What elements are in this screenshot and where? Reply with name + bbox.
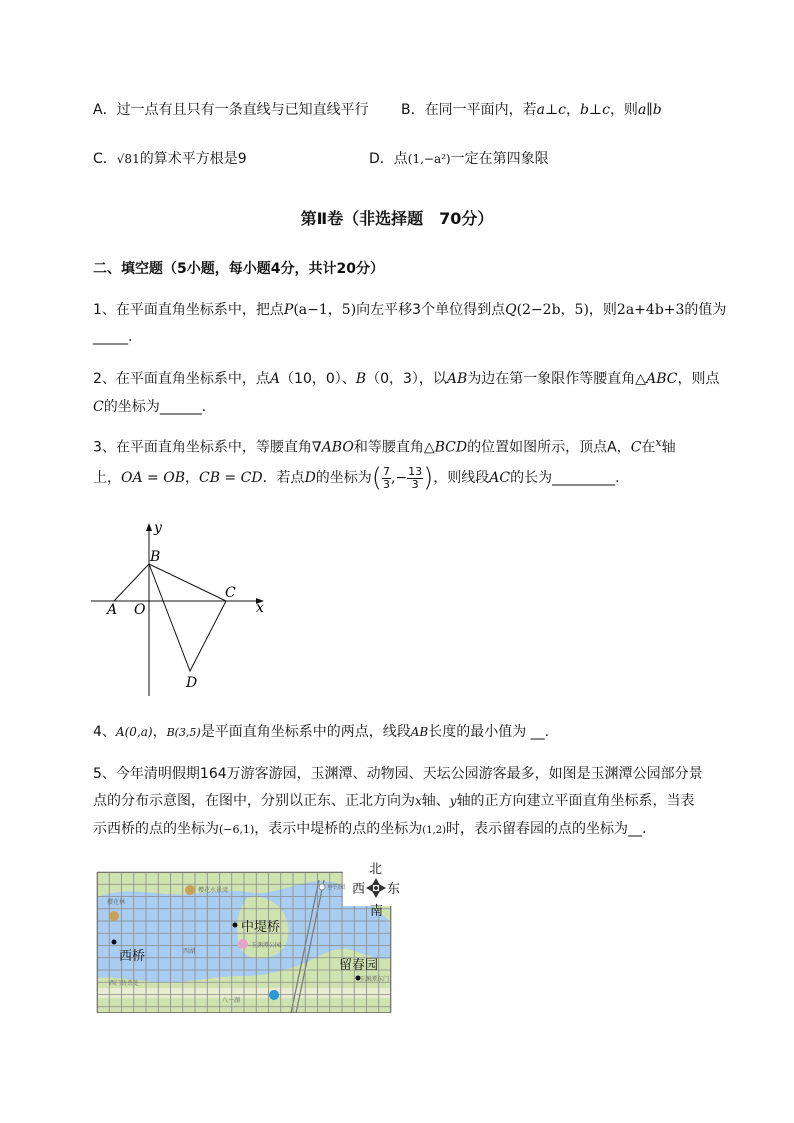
choice-c-sqrt: √81: [116, 152, 140, 166]
q3-text-d: 在: [641, 439, 656, 456]
q1-text-c: ，则: [588, 302, 617, 318]
q5-text-line3-c: 时，表示留春园的点的坐标为__.: [446, 821, 647, 837]
q3-text-line2-e: 的长为_________.: [510, 470, 620, 486]
q4-prefix: 4、: [93, 724, 116, 740]
label-o: O: [134, 602, 146, 618]
q1-text-b: 向左平移3个单位得到点: [356, 302, 506, 318]
q4-point-a: A(0,a): [115, 725, 153, 739]
q1-text-a: 1、在平面直角坐标系中，把点: [93, 302, 284, 318]
map-label-small-5: 西门售票处: [109, 980, 140, 987]
q2-text-b: 为边在第一象限作等腰直角△: [467, 371, 647, 387]
map-label-small-7: 八一湖: [222, 997, 241, 1004]
compass-box: [343, 858, 393, 906]
q5-text-line3-a: 示西桥的点的坐标为: [93, 821, 219, 837]
label-zhongdiqiao: 中堤桥: [241, 920, 281, 935]
label-x: x: [256, 600, 264, 616]
q3-x-axis: x: [655, 436, 662, 449]
choice-a-text: A．过一点有且只有一条直线与已知直线平行: [93, 102, 369, 118]
q3-triangle-abo: ∇ABO: [311, 439, 354, 456]
compass-west: 西: [352, 882, 366, 897]
q3-line1: [93, 436, 676, 457]
q5-text-line3-b: ，表示中堤桥的点的坐标为: [254, 821, 423, 837]
q3-text-line2-d: ，则线段: [433, 470, 490, 486]
section-header: 二、填空题（5小题，每小题4分，共计20分）: [93, 261, 384, 277]
q3-point-c: C: [630, 439, 642, 456]
q4-point-b: B(3,5): [166, 726, 201, 739]
choice-b-result: a∥b: [637, 102, 662, 118]
q5-text-line2-b: 轴、: [421, 793, 450, 809]
q3-eq1: OA = OB: [121, 470, 185, 486]
compass-east: 东: [387, 882, 401, 897]
label-xiqiao: 西桥: [119, 949, 146, 964]
q2-point-b: B: [355, 371, 367, 387]
q4-text-b: 长度的最小值为 __.: [428, 724, 550, 740]
q1-point-p: P: [283, 302, 294, 318]
q3-comma: ,−: [390, 470, 408, 486]
q5-y-axis: y: [449, 794, 457, 808]
compass-north: 北: [369, 862, 383, 877]
q1-q-coords: (2−2b，5): [516, 302, 589, 318]
label-a: A: [107, 602, 118, 618]
q3-text-a: 3、在平面直角坐标系中，等腰直角: [93, 439, 312, 456]
q2-point-a: A: [269, 371, 281, 387]
label-liuchunyuan: 留春园: [339, 958, 379, 973]
map-label-small-3: 玉渊潭公园: [251, 942, 282, 949]
segment-bd-dc: [149, 564, 226, 671]
q2-text-c: ，则点: [677, 371, 720, 387]
y-axis-arrow: [146, 523, 152, 531]
q3-text-b: 和等腰直角: [353, 439, 424, 456]
q3-segment-ac: AC: [489, 470, 511, 486]
choice-d-text: 一定在第四象限: [450, 151, 549, 167]
choice-a: [93, 99, 369, 119]
part2-title: 第Ⅱ卷（非选择题 70分）: [300, 209, 494, 228]
q5-west-coords: (−6,1): [219, 823, 255, 836]
q1-line2: _____.: [93, 329, 133, 345]
q1-line1: [93, 299, 726, 319]
choice-b-sep: ，: [565, 102, 580, 118]
q5-line2: [93, 790, 695, 810]
q5-line1: 5、今年清明假期164万游客游园，玉渊潭、动物园、天坛公园游客最多，如图是玉渊潭公园部分景: [93, 766, 703, 782]
choice-b-cond1: a⊥c: [536, 102, 566, 118]
point-xiqiao: [112, 940, 117, 945]
map-label-small-1: 樱花林: [107, 899, 126, 906]
q5-middle-coords: (1,2): [422, 825, 447, 836]
q3-point-d: D: [304, 470, 316, 486]
park-map: [97, 858, 401, 1016]
q3-fraction-1: $\frac{7}{3}$: [382, 464, 390, 491]
q2-triangle-abc: ABC: [646, 371, 678, 387]
q5-line3: [93, 818, 646, 838]
label-b: B: [150, 549, 161, 565]
compass-south: 南: [370, 904, 384, 919]
label-c: C: [225, 585, 236, 601]
q2-point-c: C: [93, 399, 104, 415]
q4-segment-ab: AB: [410, 725, 429, 739]
q2-text-a: 2、在平面直角坐标系中，点: [93, 371, 270, 387]
q3-sep: ，: [184, 470, 199, 486]
q5-text-line2-a: 点的分布示意图，在图中，分别以正东、正北方向为: [93, 793, 415, 809]
q1-text-d: 的值为: [684, 302, 727, 318]
q3-figure: [88, 520, 278, 700]
q1-point-q: Q: [505, 302, 517, 318]
q4-text-a: 是平面直角坐标系中的两点，线段: [200, 724, 411, 740]
q3-fraction-2: $\frac{13}{3}$: [408, 464, 423, 491]
choice-b-prefix: B．在同一平面内，若: [401, 102, 537, 118]
q2-text-line2: 的坐标为______.: [103, 399, 207, 415]
map-label-small-0: 樱花水景湾: [198, 887, 229, 894]
choice-b-then: ，则: [609, 102, 638, 118]
q1-expression: 2a+4b+3: [616, 302, 685, 318]
q3-text-c: 的位置如图所示，顶点A，: [467, 439, 631, 456]
label-y: y: [154, 520, 162, 536]
q2-line1: [93, 368, 719, 388]
q3-text-line2-c: 的坐标为: [315, 470, 372, 486]
map-label-small-6: 玉渊潭东门: [359, 976, 390, 983]
choice-d: [369, 148, 549, 168]
q3-text-line2-b: ．若点: [262, 470, 305, 486]
q3-eq2: CB = CD: [198, 470, 263, 486]
segment-ab-bc: [114, 564, 226, 601]
map-label-small-4: 垂钓园: [327, 884, 346, 891]
q3-triangle-bcd: △BCD: [423, 439, 468, 456]
q3-text-line2-a: 上，: [93, 470, 121, 486]
q5-x-axis: x: [415, 794, 422, 808]
q2-b-coords: （0，3），以: [366, 371, 447, 387]
q1-p-coords: (a−1，5): [293, 302, 357, 318]
q3-text-e: 轴: [661, 439, 676, 456]
choice-b: [401, 99, 662, 119]
q2-line2: [93, 396, 206, 416]
q4-sep: ，: [152, 724, 167, 740]
choice-b-cond2: b⊥c: [579, 102, 610, 118]
q4-line: [93, 721, 549, 741]
point-zhongdiqiao: [233, 923, 238, 928]
choice-c-prefix: C．: [93, 151, 117, 167]
q3-line2: 上，OA = OB，CB = CD．若点D的坐标为( $\frac{7}{3}$ ,− $\frac{13}{3}$ )，则线段AC的长为_________.: [93, 463, 620, 493]
label-d: D: [186, 675, 198, 691]
q2-segment-ab: AB: [446, 371, 468, 387]
choice-c-text: 的算术平方根是9: [139, 151, 247, 167]
choice-c: [93, 148, 247, 168]
q2-a-coords: （10，0）、: [280, 371, 356, 387]
choice-d-prefix: D．点: [369, 151, 408, 167]
choice-d-point: (1,−a²): [407, 152, 451, 166]
map-label-small-2: 西湖: [183, 948, 196, 955]
q5-text-line2-c: 轴的正方向建立平面直角坐标系，当表: [456, 793, 695, 809]
